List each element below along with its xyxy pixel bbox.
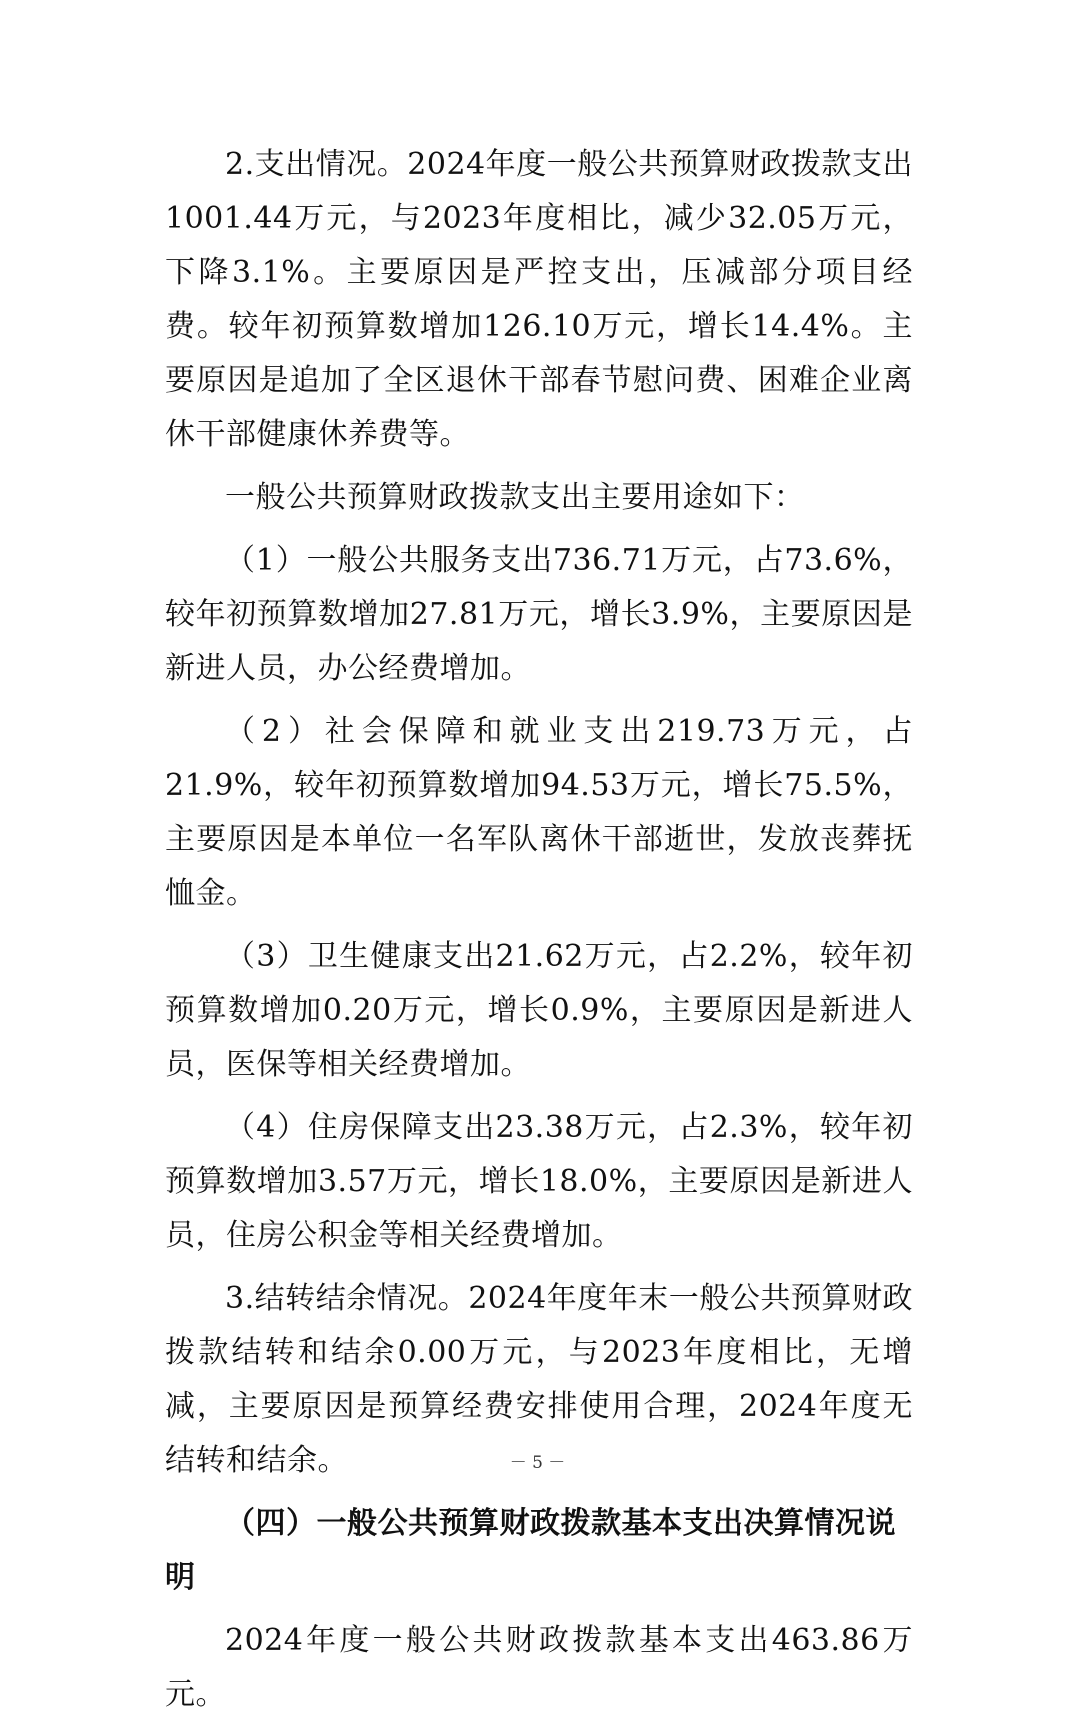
general-public-services-paragraph: （1）一般公共服务支出736.71万元，占73.6%，较年初预算数增加27.81万元，增长3.9%，主要原因是新进人员，办公经费增加。 <box>165 543 913 686</box>
health-paragraph: （3）卫生健康支出21.62万元，占2.2%，较年初预算数增加0.20万元，增长0.9%，主要原因是新进人员，医保等相关经费增加。 <box>165 939 913 1082</box>
document-body <box>165 138 913 1722</box>
closing-paragraph: 2024年度一般公共财政拨款基本支出463.86万元。 <box>165 1623 913 1712</box>
social-security-paragraph: （2）社会保障和就业支出219.73万元，占21.9%，较年初预算数增加94.53万元，增长75.5%，主要原因是本单位一名军队离休干部逝世，发放丧葬抚恤金。 <box>165 714 913 911</box>
uses-intro-paragraph: 一般公共预算财政拨款支出主要用途如下： <box>225 480 805 515</box>
housing-security-paragraph: （4）住房保障支出23.38万元，占2.3%，较年初预算数增加3.57万元，增长18.0%，主要原因是新进人员，住房公积金等相关经费增加。 <box>165 1110 913 1253</box>
page-number: － 5 － <box>509 1453 566 1473</box>
expenditure-overview-paragraph: 2.支出情况。2024年度一般公共预算财政拨款支出1001.44万元，与2023年度相比，减少32.05万元，下降3.1%。主要原因是严控支出，压减部分项目经费。较年初预算数增加126.10万元，增长14.4%。主要原因是追加了全区退休干部春节慰问费、困难企业离休干部健康休养费等。 <box>165 147 913 452</box>
carryover-paragraph: 3.结转结余情况。2024年度年末一般公共预算财政拨款结转和结余0.00万元，与2023年度相比，无增减，主要原因是预算经费安排使用合理，2024年度无结转和结余。 <box>165 1281 913 1478</box>
section-heading: （四）一般公共预算财政拨款基本支出决算情况说明 <box>165 1506 896 1595</box>
